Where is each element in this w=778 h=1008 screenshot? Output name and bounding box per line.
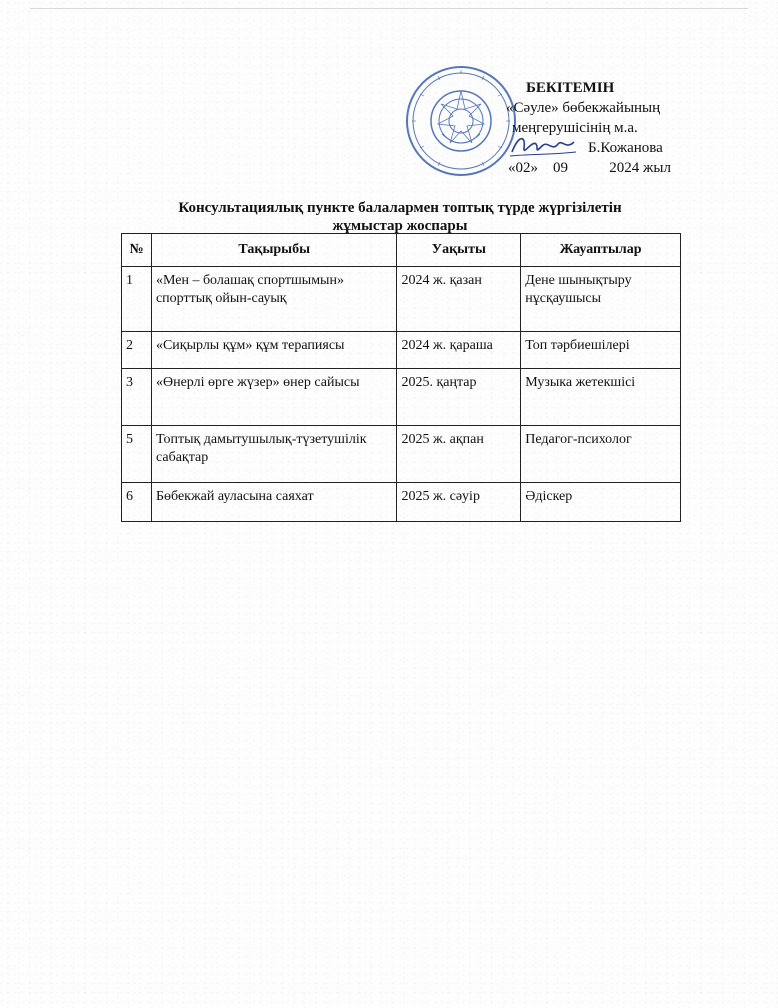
approval-block (504, 78, 704, 178)
row-topic: «Сиқырлы құм» құм терапиясы (151, 332, 396, 369)
row-time: 2024 ж. қараша (397, 332, 521, 369)
row-number: 6 (122, 483, 152, 522)
table-row (122, 426, 681, 483)
table-row (122, 332, 681, 369)
approval-heading: БЕКІТЕМІН (526, 80, 615, 96)
row-number: 1 (122, 267, 152, 332)
row-time: 2025. қаңтар (397, 369, 521, 426)
row-number: 2 (122, 332, 152, 369)
row-topic: Бөбекжай ауласына саяхат (151, 483, 396, 522)
title-line-2: жұмыстар жоспары (332, 218, 468, 234)
row-time: 2024 ж. қазан (397, 267, 521, 332)
approval-line-1: «Сәуле» бөбекжайының (506, 100, 661, 116)
row-time: 2025 ж. ақпан (397, 426, 521, 483)
row-number: 3 (122, 369, 152, 426)
approval-date: «02» 09 2024 жыл (508, 160, 671, 176)
table-row (122, 369, 681, 426)
row-responsible: Топ тәрбиешілері (521, 332, 681, 369)
header-time: Уақыты (397, 234, 521, 267)
approval-line-2: меңгерушісінің м.а. (512, 120, 638, 136)
row-responsible: Педагог-психолог (521, 426, 681, 483)
approval-name: Б.Кожанова (588, 140, 663, 156)
title-line-1: Консультациялық пункте балалармен топтық түрде жүргізілетін (178, 200, 622, 216)
header-responsible: Жауаптылар (521, 234, 681, 267)
table-header-row (122, 234, 681, 267)
row-topic: «Мен – болашақ спортшымын» спорттық ойын-сауық (151, 267, 396, 332)
scan-edge-line (30, 8, 748, 9)
row-responsible: Дене шынықтыру нұсқаушысы (521, 267, 681, 332)
header-topic: Тақырыбы (151, 234, 396, 267)
table-row (122, 483, 681, 522)
row-responsible: Әдіскер (521, 483, 681, 522)
row-number: 5 (122, 426, 152, 483)
header-number: № (122, 234, 152, 267)
row-time: 2025 ж. сәуір (397, 483, 521, 522)
row-topic: «Өнерлі өрге жүзер» өнер сайысы (151, 369, 396, 426)
official-seal-icon (404, 64, 518, 178)
row-topic: Топтық дамытушылық-түзетушілік сабақтар (151, 426, 396, 483)
table-row (122, 267, 681, 332)
document-title (120, 199, 680, 235)
plan-table (121, 233, 681, 522)
row-responsible: Музыка жетекшісі (521, 369, 681, 426)
